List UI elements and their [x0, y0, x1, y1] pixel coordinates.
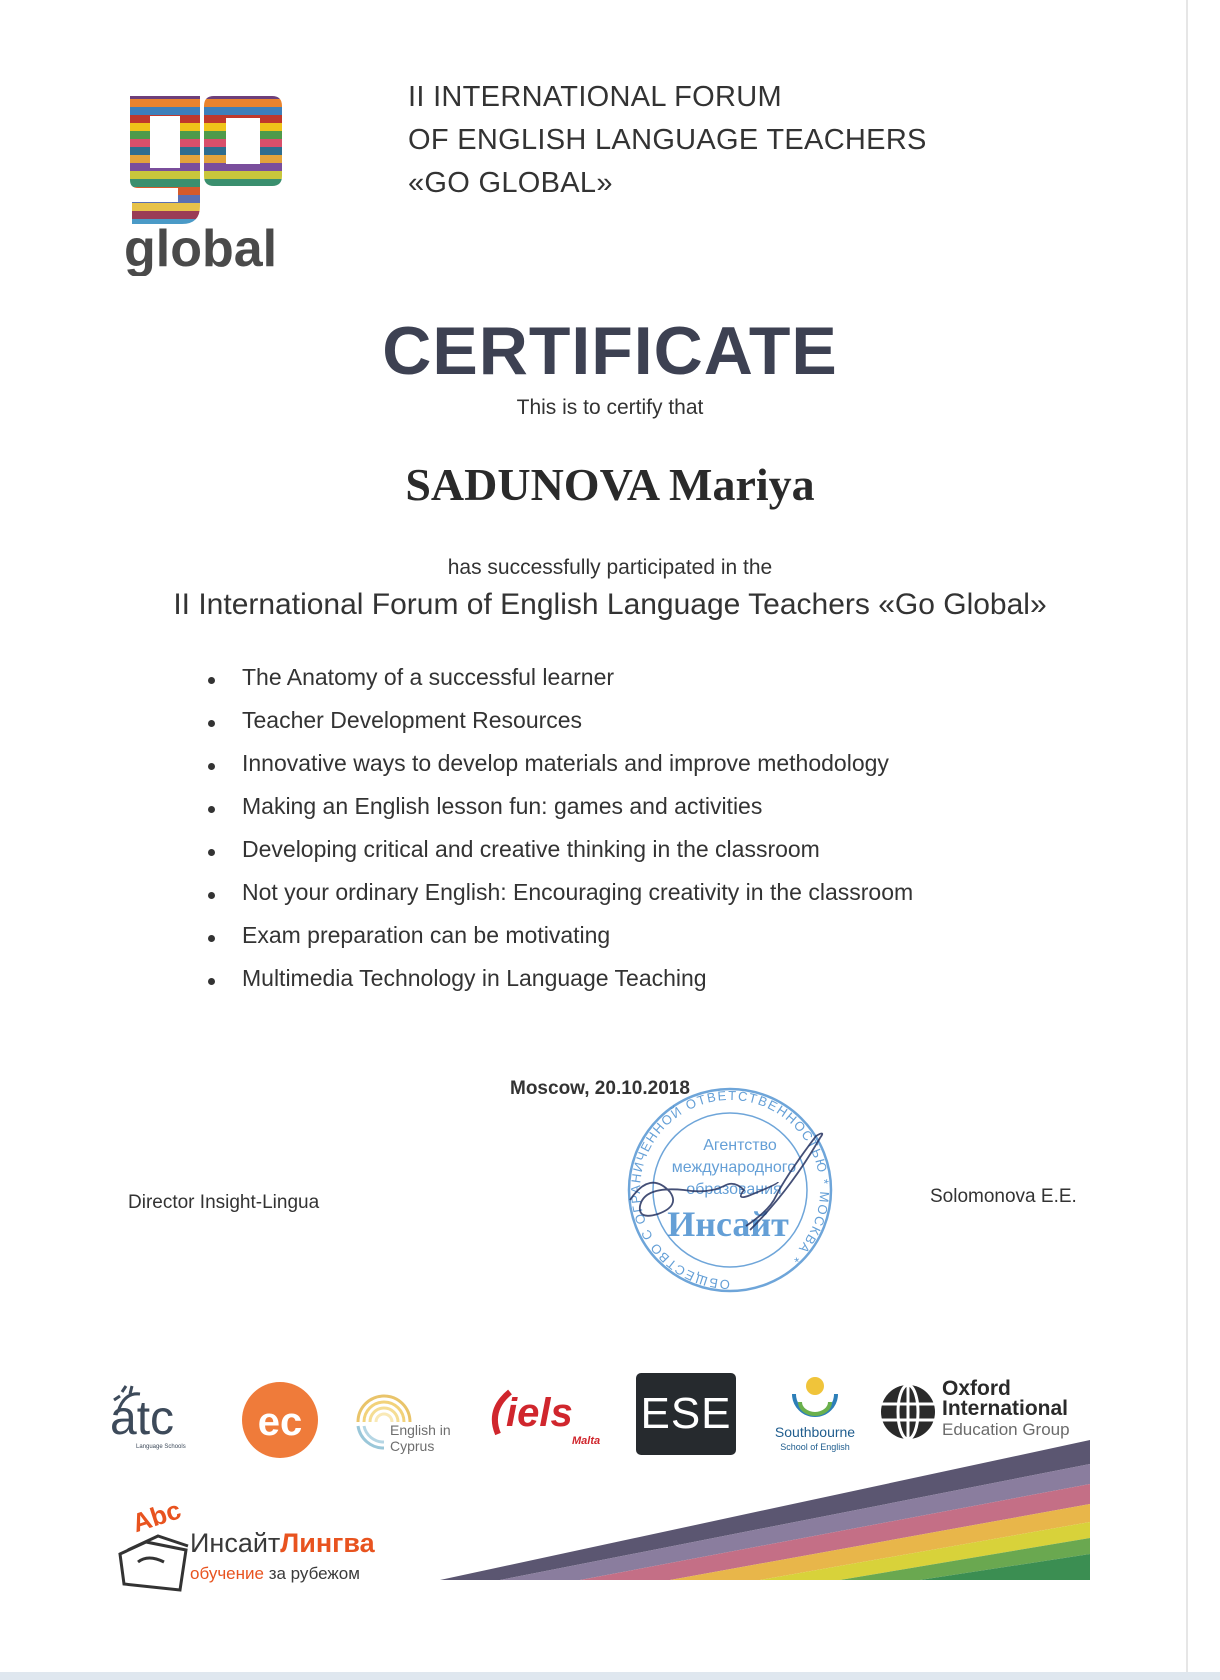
topic-item: Innovative ways to develop materials and improve methodology — [208, 750, 913, 793]
insight-logo-abc: Abc — [128, 1494, 185, 1539]
atc-logo-text: atc — [110, 1392, 175, 1445]
scan-edge — [1186, 0, 1188, 1680]
forum-heading-line-1: II INTERNATIONAL FORUM — [408, 81, 782, 113]
forum-heading-line-2: OF ENGLISH LANGUAGE TEACHERS — [408, 124, 927, 156]
go-logo-global-text: global — [124, 220, 278, 276]
ec-logo — [240, 1380, 320, 1460]
atc-logo-sub: Language Schools — [136, 1444, 186, 1450]
director-title: Director Insight-Lingua — [128, 1192, 320, 1213]
topic-item: The Anatomy of a successful learner — [208, 664, 913, 707]
ec-logo-text: ec — [257, 1400, 303, 1444]
iels-logo-text: iels — [506, 1391, 573, 1435]
topic-item: Exam preparation can be motivating — [208, 922, 913, 965]
insight-lingua-logo — [118, 1484, 418, 1594]
oxford-international-logo — [878, 1378, 1098, 1448]
topic-item: Not your ordinary English: Encouraging creativity in the classroom — [208, 879, 913, 922]
oxford-logo-line-2: International — [942, 1397, 1069, 1420]
stamp-ring-text: ОБЩЕСТВО С ОГРАНИЧЕННОЙ ОТВЕТСТВЕННОСТЬЮ * МОСКВА * — [627, 1087, 833, 1293]
ese-logo: ESE — [636, 1373, 736, 1455]
forum-heading — [408, 76, 927, 205]
recipient-name: SADUNOVA Mariya — [405, 459, 815, 510]
decorative-stripes — [440, 1440, 1090, 1580]
stamp-center: Инсайт — [667, 1204, 789, 1244]
insight-sub-part-1: обучение — [190, 1564, 264, 1583]
scan-bottom-edge — [0, 1672, 1220, 1680]
forum-heading-line-3: «GO GLOBAL» — [408, 167, 613, 199]
oxford-logo-line-3: Education Group — [942, 1420, 1070, 1439]
insight-name-part-1: Инсайт — [190, 1528, 281, 1558]
oxford-logo-line-1: Oxford — [942, 1377, 1011, 1400]
place-date: Moscow, 20.10.2018 — [510, 1078, 690, 1099]
topic-item: Multimedia Technology in Language Teaching — [208, 965, 913, 1008]
southbourne-logo-text: Southbourne — [774, 1424, 856, 1440]
iels-logo-sub: Malta — [572, 1435, 601, 1447]
topic-item: Making an English lesson fun: games and activities — [208, 793, 913, 836]
cyprus-logo-line-2: Cyprus — [390, 1438, 435, 1454]
certificate-title: CERTIFICATE — [382, 313, 838, 389]
insight-name-part-2: Лингва — [280, 1528, 375, 1558]
stamp-line-3: образования — [686, 1181, 782, 1198]
topic-item: Developing critical and creative thinking in the classroom — [208, 836, 913, 879]
stamp-line-2: международного — [671, 1159, 797, 1176]
signer-name: Solomonova E.E. — [930, 1186, 1077, 1207]
southbourne-logo-sub: School of English — [780, 1442, 850, 1452]
topics-list — [208, 664, 913, 1008]
go-global-logo — [122, 76, 297, 276]
participated-text: has successfully participated in the — [447, 556, 773, 579]
stamp-line-1: Агентство — [703, 1137, 777, 1154]
forum-name: II International Forum of English Language Teachers «Go Global» — [173, 588, 1047, 621]
insight-sub-part-2: за рубежом — [263, 1564, 360, 1583]
topic-item: Teacher Development Resources — [208, 707, 913, 750]
cyprus-logo-line-1: English in — [390, 1422, 451, 1438]
atc-logo — [108, 1382, 220, 1452]
official-stamp — [600, 1080, 860, 1310]
insight-logo-name — [190, 1528, 375, 1559]
insight-logo-sub — [190, 1564, 360, 1584]
certify-text: This is to certify that — [516, 396, 704, 419]
